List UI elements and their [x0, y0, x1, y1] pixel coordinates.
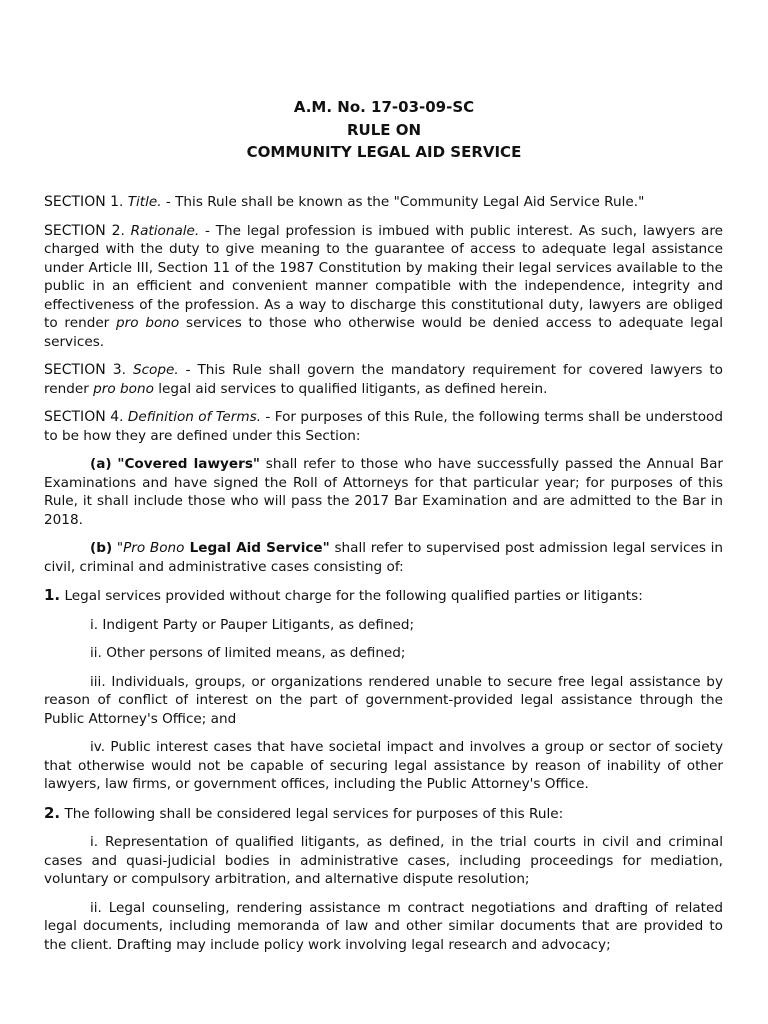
- rule-label: RULE ON: [346, 120, 422, 139]
- section-text: - The legal profession is imbued with public interest. As such, lawyers are charged with the duty to give meaning to the guarantee of access to adequate legal assistance under Article III, Section 11 of the 1987 Constitution by making their legal services available to the public in an efficient and convenient manner compatible with the independence, integrity and effectiveness of the profession. As a way to discharge this constitutional duty, lawyers are obliged to render: [44, 222, 723, 331]
- section-3: SECTION 3. Scope. - This Rule shall govern the mandatory requirement for covered lawyers to render pro bono legal aid services to qualified litigants, as defined herein.: [44, 362, 723, 397]
- section-1: SECTION 1. Title. - This Rule shall be known as the "Community Legal Aid Service Rule.": [44, 194, 645, 210]
- document-body: [44, 193, 723, 964]
- section-text: services to those who otherwise would be denied access to adequate legal services.: [44, 315, 723, 350]
- list-item: i. Representation of qualified litigants, as defined, in the trial courts in civil and criminal cases and quasi-judicial bodies in administrative cases, including proceedings for mediation, voluntary or compulsory arbitration, and alternative dispute resolution;: [44, 834, 723, 887]
- section-label: SECTION 4: [44, 409, 120, 425]
- list-number: 2.: [44, 803, 61, 822]
- section-label: SECTION 3: [44, 362, 122, 378]
- section-title: Definition of Terms.: [127, 409, 262, 425]
- definition-b: [44, 539, 723, 576]
- definition-marker: (a): [90, 456, 112, 472]
- section-text: legal aid services to qualified litigants, as defined herein.: [153, 380, 548, 397]
- section-text: - This Rule shall govern the mandatory requirement for covered lawyers to render: [44, 362, 723, 397]
- list-item: ii. Other persons of limited means, as defined;: [90, 645, 406, 661]
- section-title: Rationale.: [130, 222, 200, 239]
- case-number: A.M. No. 17-03-09-SC: [293, 98, 475, 116]
- definition-marker: (b): [90, 540, 113, 556]
- section-text: - For purposes of this Rule, the following terms shall be understood to be how they are defined under this Section:: [44, 409, 723, 444]
- list-item: iii. Individuals, groups, or organizations rendered unable to secure free legal assistance by reason of conflict of interest on the part of government-provided legal assistance through the Public Attorney's Office; and: [44, 673, 723, 727]
- list-intro-text: The following shall be considered legal services for purposes of this Rule:: [60, 805, 564, 822]
- list-intro-text: Legal services provided without charge for the following qualified parties or litigants:: [60, 588, 643, 604]
- list-item: i. Indigent Party or Pauper Litigants, as defined;: [90, 616, 415, 633]
- list-2-intro: [44, 804, 723, 824]
- section-title: Scope.: [132, 362, 179, 378]
- definition-a: [44, 455, 723, 529]
- section-text: - This Rule shall be known as the "Community Legal Aid Service Rule.": [161, 194, 645, 210]
- section-label: SECTION 1: [44, 194, 120, 210]
- italic-term: pro bono: [93, 380, 154, 397]
- list-item: iv. Public interest cases that have societal impact and involves a group or sector of society that otherwise would not be capable of securing legal assistance by reason of inability of other lawyers, law firms, or government offices, including the Public Attorney's Office.: [44, 739, 723, 792]
- definition-term: Legal Aid Service": [184, 540, 330, 556]
- document-header: [0, 96, 768, 164]
- italic-term: pro bono: [116, 315, 180, 331]
- list-1-intro: [44, 586, 723, 606]
- rule-title: COMMUNITY LEGAL AID SERVICE: [246, 143, 522, 161]
- section-label: SECTION 2: [44, 222, 121, 239]
- definition-term-italic: "Pro Bono: [116, 540, 185, 556]
- section-4: SECTION 4. Definition of Terms. - For purposes of this Rule, the following terms shall be understood to be how they are defined under this Section:: [44, 409, 723, 444]
- definition-term: "Covered lawyers": [117, 456, 260, 472]
- definition-text: shall refer to those who have successfully passed the Annual Bar Examinations and have signed the Roll of Attorneys for that particular year; for purposes of this Rule, it shall include those who will pass the 2017 Bar Examination and are admitted to the Bar in 2018.: [44, 456, 723, 528]
- definition-text: shall refer to supervised post admission legal services in civil, criminal and administrative cases consisting of:: [44, 540, 724, 575]
- list-number: 1.: [44, 586, 61, 604]
- section-title: Title.: [127, 194, 162, 210]
- list-item: ii. Legal counseling, rendering assistance m contract negotiations and drafting of related legal documents, including memoranda of law and other similar documents that are provided to the client. Drafting may include policy work involving legal research and advocacy;: [44, 899, 723, 953]
- section-2: SECTION 2. Rationale. - The legal profession is imbued with public interest. As such, lawyers are charged with the duty to give meaning to the guarantee of access to adequate legal assistance under Article III, Section 11 of the 1987 Constitution by making their legal services available to the public in an efficient and convenient manner compatible with the independence, integrity and effectiveness of the profession. As a way to discharge this constitutional duty, lawyers are obliged to render pro bono services to those who otherwise would be denied access to adequate legal services.: [44, 222, 723, 350]
